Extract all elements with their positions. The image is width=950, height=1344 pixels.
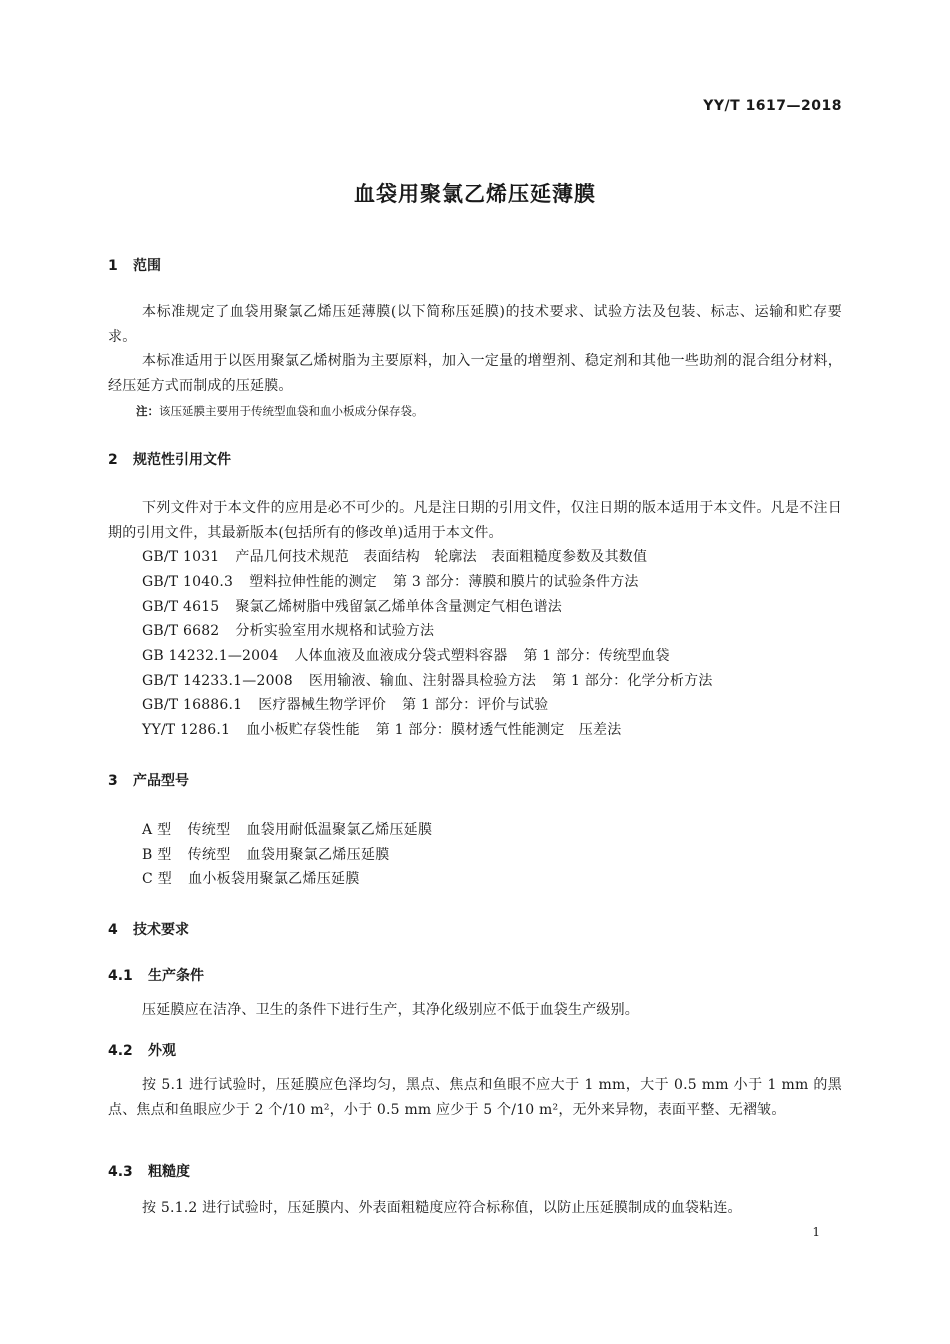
reference-part: 第 1 部分：化学分析方法 [552,673,713,689]
section-2-intro: 下列文件对于本文件的应用是必不可少的。凡是注日期的引用文件，仅注日期的版本适用于本文件。凡是不注日期的引用文件，其最新版本(包括所有的修改单)适用于本文件。 [108,500,842,541]
section-number: 4 [108,922,118,938]
subsection-4-1-heading [108,965,204,985]
product-type-description: 血袋用聚氯乙烯压延膜 [246,847,390,863]
section-number: 2 [108,452,118,468]
product-type-kind: 传统型 [187,822,231,838]
reference-title: 人体血液及血液成分袋式塑料容器 [294,648,508,664]
standard-code: YY/T 1617—2018 [703,98,842,114]
product-type-item [142,819,448,839]
section-number: 1 [108,258,118,274]
product-type-code: A 型 [142,822,172,838]
reference-item [142,620,434,640]
reference-item [142,719,621,739]
subsection-title: 生产条件 [148,968,204,984]
section-1-heading [108,255,161,275]
subsection-title: 外观 [148,1043,176,1059]
reference-code: GB/T 4615 [142,599,220,615]
reference-item [142,546,647,566]
reference-title: 聚氯乙烯树脂中残留氯乙烯单体含量测定气相色谱法 [235,599,563,615]
reference-part: 第 1 部分：评价与试验 [402,697,549,713]
subsection-number: 4.1 [108,968,133,984]
note-text: 该压延膜主要用于传统型血袋和血小板成分保存袋。 [159,404,424,418]
reference-part: 第 1 部分：传统型血袋 [523,648,670,664]
reference-title: 医疗器械生物学评价 [258,697,387,713]
reference-code: YY/T 1286.1 [142,722,231,738]
reference-title: 分析实验室用水规格和试验方法 [235,623,435,639]
reference-code: GB/T 16886.1 [142,697,243,713]
reference-item [142,645,670,665]
document-title: 血袋用聚氯乙烯压延薄膜 [354,182,596,206]
reference-item [142,694,548,714]
section-4-heading [108,919,189,939]
reference-title: 血小板贮存袋性能 [246,722,360,738]
reference-code: GB/T 1031 [142,549,220,565]
note-label: 注： [136,404,159,418]
subsection-4-2-heading [108,1040,176,1060]
reference-title: 产品几何技术规范 表面结构 轮廓法 表面粗糙度参数及其数值 [235,549,648,565]
reference-item [142,596,562,616]
reference-title: 塑料拉伸性能的测定 [249,574,377,590]
section-title: 技术要求 [133,922,189,938]
subsection-4-3-text: 按 5.1.2 进行试验时，压延膜内、外表面粗糙度应符合标称值，以防止压延膜制成的血袋粘连。 [142,1200,742,1216]
reference-part: 第 1 部分：膜材透气性能测定 压差法 [375,722,622,738]
product-type-kind: 传统型 [187,847,231,863]
section-number: 3 [108,773,118,789]
product-type-description: 血小板袋用聚氯乙烯压延膜 [188,871,360,887]
product-type-code: C 型 [142,871,173,887]
reference-part: 第 3 部分：薄膜和膜片的试验条件方法 [392,574,639,590]
section-1-paragraph-1: 本标准规定了血袋用聚氯乙烯压延薄膜(以下简称压延膜)的技术要求、试验方法及包装、标志、运输和贮存要求。 [108,304,842,345]
section-1-note [136,403,424,419]
reference-code: GB/T 14233.1—2008 [142,673,293,689]
reference-item [142,571,639,591]
reference-code: GB/T 6682 [142,623,220,639]
subsection-4-2-text: 按 5.1 进行试验时，压延膜应色泽均匀，黑点、焦点和鱼眼不应大于 1 mm，大于 0.5 mm 小于 1 mm 的黑点、焦点和鱼眼应少于 2 个/10 m²，小于 0.5 mm 应少于 5 个/10 m²，无外来异物，表面平整、无褶皱。 [108,1077,842,1118]
reference-code: GB/T 1040.3 [142,574,234,590]
section-title: 范围 [133,258,161,274]
product-type-item [142,844,406,864]
subsection-number: 4.3 [108,1164,133,1180]
subsection-4-1-text: 压延膜应在洁净、卫生的条件下进行生产，其净化级别应不低于血袋生产级别。 [142,1002,639,1018]
reference-code: GB 14232.1—2004 [142,648,279,664]
product-type-code: B 型 [142,847,172,863]
reference-item [142,670,713,690]
reference-title: 医用输液、输血、注射器具检验方法 [308,673,537,689]
product-type-description: 血袋用耐低温聚氯乙烯压延膜 [246,822,433,838]
page-number: 1 [812,1225,820,1239]
subsection-4-3-heading [108,1161,190,1181]
product-type-item [142,868,376,888]
section-2-heading [108,449,231,469]
subsection-title: 粗糙度 [148,1164,190,1180]
section-title: 规范性引用文件 [133,452,231,468]
section-title: 产品型号 [133,773,189,789]
section-1-paragraph-2: 本标准适用于以医用聚氯乙烯树脂为主要原料，加入一定量的增塑剂、稳定剂和其他一些助剂的混合组分材料，经压延方式而制成的压延膜。 [108,353,842,394]
subsection-number: 4.2 [108,1043,133,1059]
section-3-heading [108,770,189,790]
